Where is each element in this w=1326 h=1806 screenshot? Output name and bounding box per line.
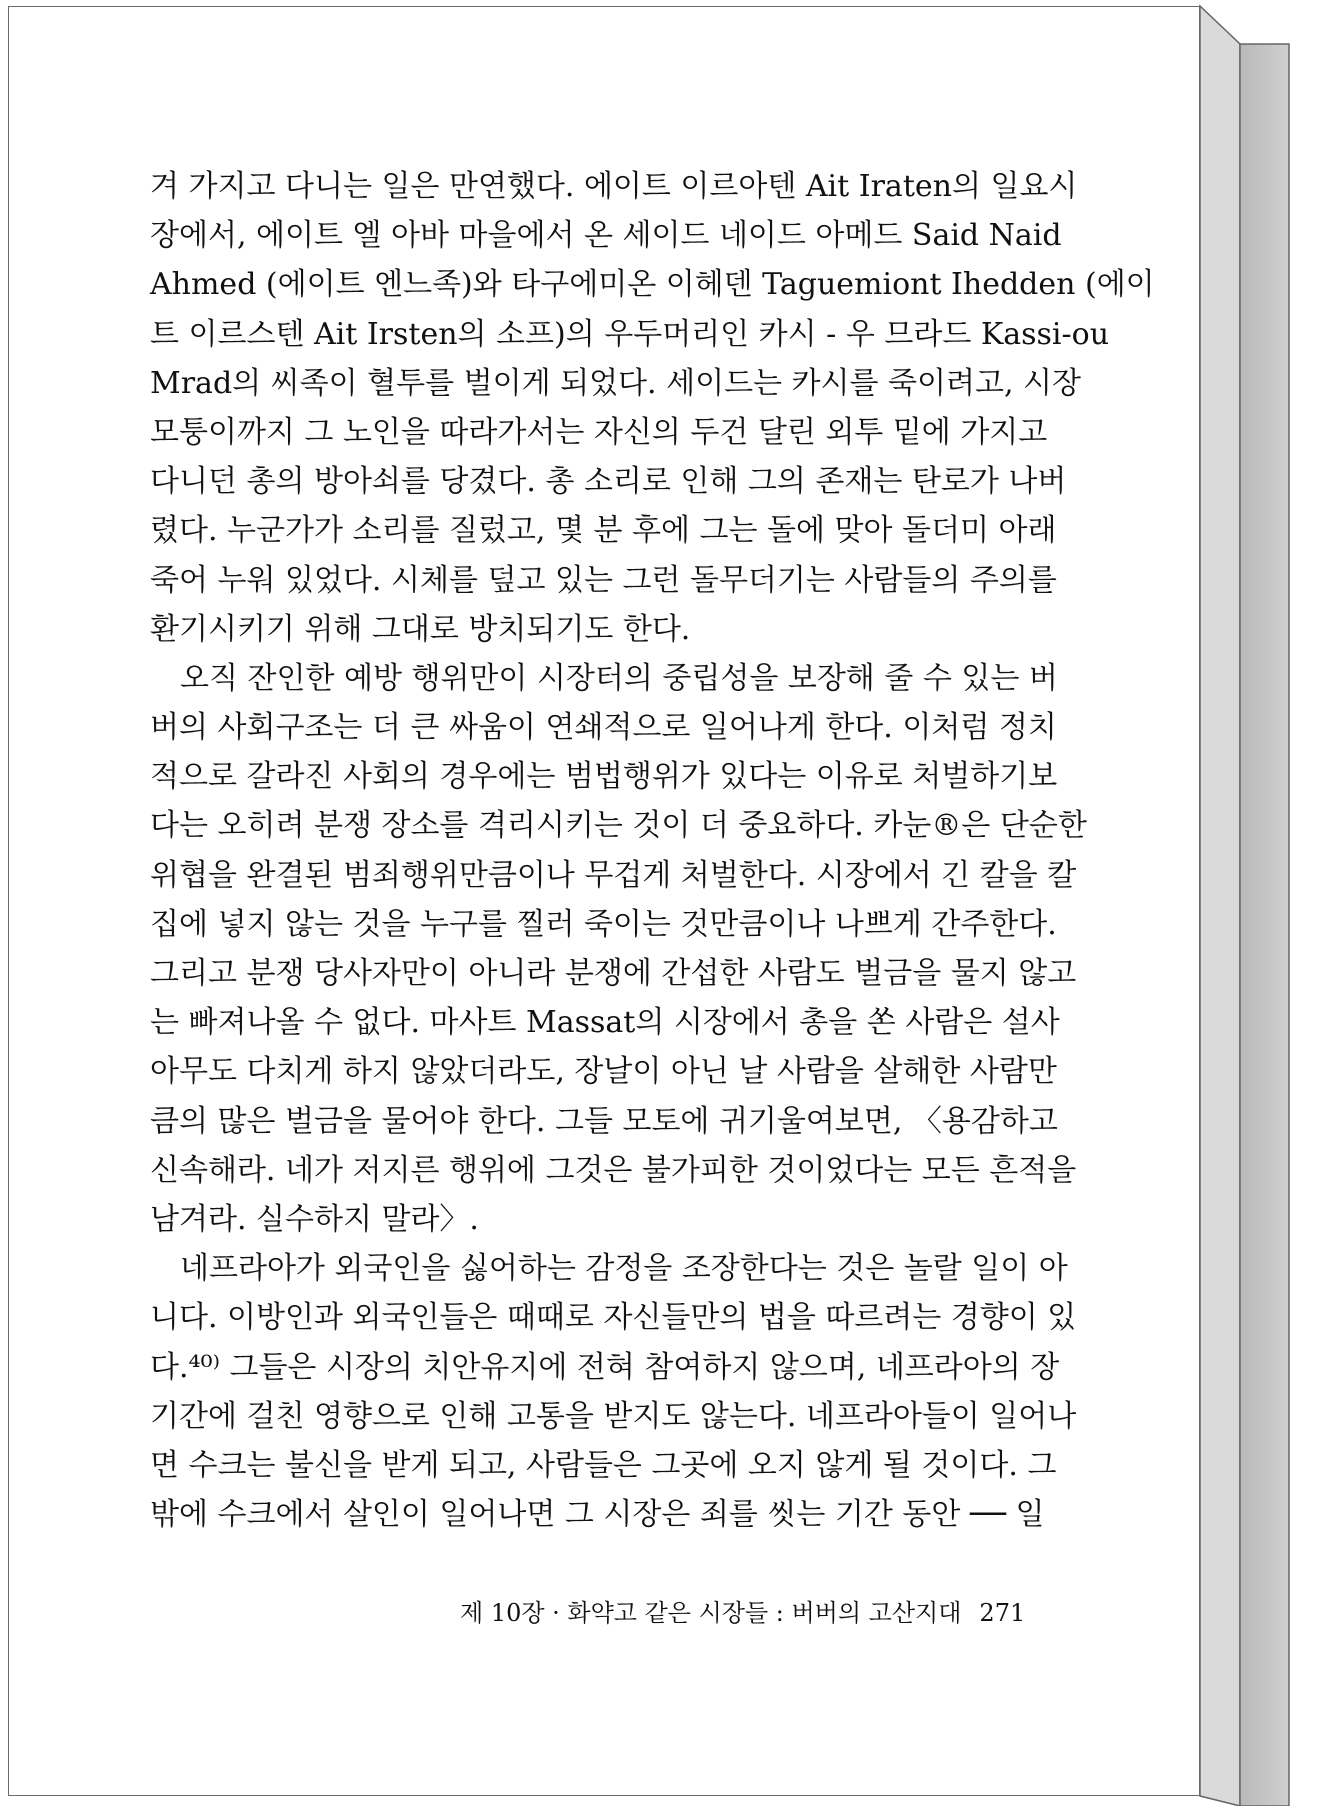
text-line: 오직 잔인한 예방 행위만이 시장터의 중립성을 보장해 줄 수 있는 버 <box>180 660 1058 696</box>
text-line: 버의 사회구조는 더 큰 싸움이 연쇄적으로 일어나게 한다. 이처럼 정치 <box>150 710 1057 746</box>
paragraph-1 <box>150 162 1155 654</box>
text-line: 환기시키기 위해 그대로 방치되기도 한다. <box>150 611 691 647</box>
text-line: 큼의 많은 벌금을 물어야 한다. 그들 모토에 귀기울여보면, 〈용감하고 <box>150 1103 1058 1139</box>
text-line: 신속해라. 네가 저지른 행위에 그것은 불가피한 것이었다는 모든 흔적을 <box>150 1152 1077 1188</box>
text-line: 다니던 총의 방아쇠를 당겼다. 총 소리로 인해 그의 존재는 탄로가 나버 <box>150 464 1067 500</box>
text-line: 트 이르스텐 Ait Irsten의 소프)의 우두머리인 카시 - 우 므라드 Kassi-ou <box>150 316 1110 352</box>
text-line: 면 수크는 불신을 받게 되고, 사람들은 그곳에 오지 않게 될 것이다. 그 <box>150 1447 1057 1483</box>
text-line: 렸다. 누군가가 소리를 질렀고, 몇 분 후에 그는 돌에 맞아 돌더미 아래 <box>150 513 1057 549</box>
text-line: 죽어 누워 있었다. 시체를 덮고 있는 그런 돌무더기는 사람들의 주의를 <box>150 562 1057 598</box>
text-line: 위협을 완결된 범죄행위만큼이나 무겁게 처벌한다. 시장에서 긴 칼을 칼 <box>150 857 1077 893</box>
page-footer <box>460 1593 1026 1628</box>
text-line: Mrad의 씨족이 혈투를 벌이게 되었다. 세이드는 카시를 죽이려고, 시장 <box>150 365 1081 401</box>
text-line: 그리고 분쟁 당사자만이 아니라 분쟁에 간섭한 사람도 벌금을 물지 않고 <box>150 956 1077 991</box>
book-spine-edge <box>1199 0 1291 1806</box>
text-line: 기간에 걸친 영향으로 인해 고통을 받지도 않는다. 네프라아들이 일어나 <box>150 1398 1077 1434</box>
book-thickness-shape <box>1199 0 1291 1806</box>
text-line: 남겨라. 실수하지 말라〉. <box>150 1201 479 1237</box>
text-line: 니다. 이방인과 외국인들은 때때로 자신들만의 법을 따르려는 경향이 있 <box>150 1300 1077 1336</box>
text-line: 겨 가지고 다니는 일은 만연했다. 에이트 이르아텐 Ait Iraten의 일요시 <box>150 169 1078 204</box>
body-text <box>150 162 1155 1539</box>
text-line: 밖에 수크에서 살인이 일어나면 그 시장은 죄를 씻는 기간 동안 ── 일 <box>150 1497 1045 1533</box>
text-line: 적으로 갈라진 사회의 경우에는 범법행위가 있다는 이유로 처벌하기보 <box>150 759 1058 795</box>
page-number: 271 <box>979 1599 1026 1627</box>
text-line: 네프라아가 외국인을 싫어하는 감정을 조장한다는 것은 놀랄 일이 아 <box>180 1251 1068 1287</box>
text-line: 는 빠져나올 수 없다. 마사트 Massat의 시장에서 총을 쏜 사람은 설사 <box>150 1005 1060 1041</box>
running-head: 제 10장 · 화약고 같은 시장들 : 버버의 고산지대 <box>460 1599 962 1627</box>
text-line: 집에 넣지 않는 것을 누구를 찔러 죽이는 것만큼이나 나쁘게 간주한다. <box>150 906 1057 942</box>
paragraph-2 <box>150 654 1087 1244</box>
text-line: 다는 오히려 분쟁 장소를 격리시키는 것이 더 중요하다. 카눈®은 단순한 <box>150 808 1087 844</box>
text-line: 아무도 다치게 하지 않았더라도, 장날이 아닌 날 사람을 살해한 사람만 <box>150 1054 1057 1090</box>
text-line: 다.⁴⁰⁾ 그들은 시장의 치안유지에 전혀 참여하지 않으며, 네프라아의 장 <box>150 1349 1060 1385</box>
text-line: 장에서, 에이트 엘 아바 마을에서 온 세이드 네이드 아메드 Said Naid <box>150 218 1062 254</box>
text-line: Ahmed (에이트 엔느족)와 타구에미온 이헤덴 Taguemiont Ihedden (에이 <box>150 267 1155 303</box>
text-line: 모퉁이까지 그 노인을 따라가서는 자신의 두건 달린 외투 밑에 가지고 <box>150 414 1048 450</box>
paragraph-3 <box>150 1244 1077 1539</box>
